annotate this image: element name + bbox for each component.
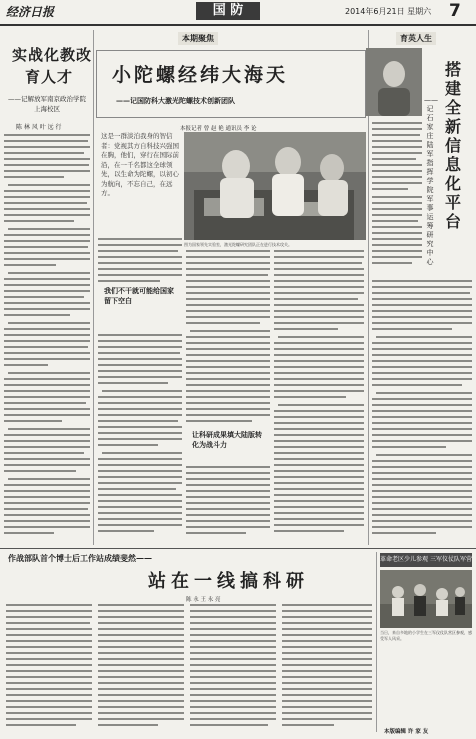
left-headline-line1: 实战化教改 [12,46,93,64]
column-divider [376,552,377,732]
feature-subtitle: ——记国防科大激光陀螺技术创新团队 [116,96,235,105]
feature-body-col3 [274,250,364,544]
photo-news-caption: 当日，来自多地的小学生在三军仪仗队营区参观，感受军人风采。 [380,630,472,641]
feature-photo [184,132,366,240]
feature-pullquote [101,132,181,227]
page-number: 7 [449,1,461,21]
photo-news-headline: 革命老区少儿参观 三军仪仗队军营 [380,553,472,567]
issue-date: 2014年6月21日 星期六 [345,7,432,16]
page-editor: 本版编辑 许 家 友 [384,729,429,735]
right-subtitle: ——记石家庄陆军指挥学院军事运筹研究中心 [424,96,438,266]
bottom-kicker: 作战部队首个博士后工作站成绩斐然—— [8,553,152,563]
feature-subhead-1: 我们不干就可能给国家留下空白 [104,286,174,305]
feature-headline: 小陀螺经纬大海天 [112,64,289,86]
right-portrait-photo [366,48,422,116]
photo-caption: 图为国家领先实验室，激光陀螺研究团队正在进行技术攻关。 [184,242,292,247]
feature-body-col1 [98,238,182,544]
right-body-upper [372,122,422,272]
section-title: 国 防 [196,2,260,20]
left-body-text [4,134,90,542]
left-headline-line2: 育人才 [25,68,74,86]
column-divider [93,30,94,545]
photo-news-image [380,570,472,628]
feature-kicker: 本期聚焦 [178,32,218,45]
bottom-body-text [6,604,374,734]
left-author: 陈 林 风 叶 远 行 [16,124,62,131]
left-subtitle: ——记解放军南京政治学院上海校区 [8,95,86,113]
feature-byline: 本报记者 曾 赵 艳 通讯员 李 论 [180,126,257,132]
feature-subhead-2: 让科研成果填大陆版转化为战斗力 [192,430,262,449]
right-body-lower [372,280,472,544]
bottom-headline: 站在一线搞科研 [148,571,309,592]
right-kicker: 育英人生 [396,32,436,45]
bottom-author: 陈 永 王 永 亮 [186,597,221,603]
right-headline: 搭建全新信息化平台 [444,60,461,231]
pullquote-text: 这是一群淡泊我身的智信者：党视其方自科技兴强国在胸，他们，穿行在国际前沿，在一千名都这全球领先，以生命为陀螺，以初心为航向，不忘自己，在远方。 [101,132,179,197]
paper-name: 经济日报 [6,5,55,19]
feature-body-col2 [186,250,270,544]
section-rule [0,548,476,549]
